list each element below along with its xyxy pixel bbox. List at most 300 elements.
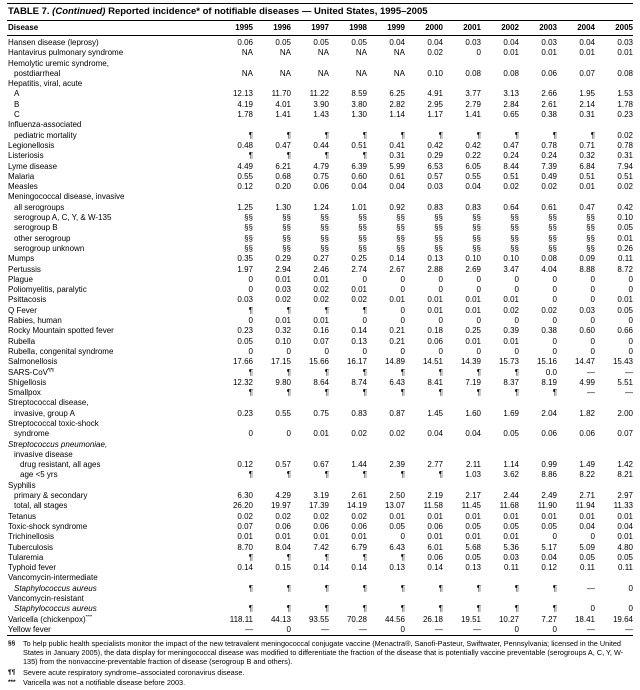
cell-value: ¶ [438,604,443,614]
cell-value: NA [279,68,291,78]
cell-value: 0.04 [579,38,595,47]
cell-value: 0.02 [541,182,557,192]
cell-value: 2.84 [503,99,519,109]
footnote [7,679,633,688]
cell-value: 0.08 [541,254,557,264]
cell-value: 0.10 [465,254,481,264]
cell-value: 6.05 [465,161,481,171]
cell-value: 0.06 [579,429,595,439]
cell-value: ¶ [400,583,405,593]
disease-label: invasive disease [14,449,73,459]
cell-value: 0.29 [275,254,291,264]
cell-value: — [435,624,443,634]
cell-value: §§ [434,213,443,223]
disease-label: Streptococcal toxic-shock [8,418,99,428]
cell-value: 2.50 [389,491,405,501]
table-row [7,89,633,99]
cell-value: 5.99 [389,161,405,171]
cell-value: 0.05 [617,305,633,315]
cell-value: 0 [400,305,405,315]
cell-value: 0.32 [579,151,595,161]
table-row [7,295,633,305]
cell-value: ¶ [476,604,481,614]
cell-value: 0.83 [465,202,481,212]
cell-value: 14.47 [574,357,595,367]
cell-value: §§ [282,223,291,233]
table-row [7,419,633,429]
cell-value: 11.45 [461,501,481,511]
table-row [7,48,633,58]
cell-value: 0.23 [237,408,253,418]
cell-value: 3.80 [351,99,367,109]
disease-label: serogroup B [14,223,58,233]
cell-value: 0.02 [313,511,329,521]
cell-value: 0 [628,604,633,614]
disease-label: Staphylococcus aureus [14,604,97,614]
disease-label: Malaria [8,171,35,181]
cell-value: 0.06 [427,521,443,531]
cell-value: 0 [590,532,595,542]
cell-value: 0.04 [427,38,443,47]
cell-value: ¶ [286,151,291,161]
disease-label: Streptococcal disease, [8,398,89,408]
cell-value: 0.05 [617,552,633,562]
cell-value: 6.21 [275,161,291,171]
cell-value: 0 [590,274,595,284]
cell-value: 8.72 [617,264,633,274]
cell-value: 0.66 [617,326,633,336]
cell-value: 15.43 [612,357,633,367]
disease-label: syndrome [14,429,50,439]
cell-value: 0.01 [541,511,557,521]
cell-value: 0 [400,285,405,295]
table-title-text: Reported incidence* of notifiable diseases — United States, 1995–2005 [108,6,428,17]
disease-label: Vancomycin-intermediate [8,573,98,583]
empty-cells [215,398,633,408]
cell-value: 1.42 [617,460,633,470]
cell-value: 0.05 [503,429,519,439]
cell-value: 11.22 [309,89,329,99]
cell-value: 0.31 [389,151,405,161]
table-row [7,573,633,583]
footnote [7,640,633,666]
cell-value: 1.45 [427,408,443,418]
cell-value: 2.88 [427,264,443,274]
cell-value: 0.11 [618,563,633,573]
empty-cells [215,573,633,583]
cell-value: 1.30 [351,110,367,120]
cell-value: 14.39 [460,357,481,367]
cell-value: 0.03 [579,305,595,315]
cell-value: ¶ [362,604,367,614]
cell-value: 1.30 [275,202,291,212]
cell-value: 0.49 [541,171,557,181]
disease-label: Syphilis [8,480,36,490]
disease-label: primary & secondary [14,491,88,501]
cell-value: 0 [590,604,595,614]
disease-label: Mumps [8,254,35,264]
cell-value: ¶ [286,388,291,398]
cell-value: 0.03 [503,552,519,562]
cell-value: ¶ [400,367,405,377]
cell-value: ¶ [438,130,443,140]
cell-value: 11.94 [575,501,595,511]
cell-value: 11.68 [499,501,519,511]
cell-value: 0.01 [389,295,405,305]
cell-value: 0 [286,346,291,356]
cell-value: ¶ [324,367,329,377]
cell-value: ¶ [362,130,367,140]
disease-label: Tetanus [8,511,37,521]
table-row [7,120,633,130]
table-row [7,388,633,398]
cell-value: §§ [282,233,291,243]
cell-value: ¶ [362,552,367,562]
cell-value: 6.43 [389,542,405,552]
cell-value: 0.01 [313,316,329,326]
table-row [7,522,633,532]
cell-value: 2.66 [541,89,557,99]
cell-value: 0.12 [541,563,557,573]
cell-value: 0.01 [503,511,519,521]
cell-value: 0.01 [503,48,519,58]
cell-value: 0.10 [427,68,443,78]
cell-value: 0.04 [617,521,633,531]
table-row [7,151,633,161]
table-row [7,368,633,378]
cell-value: 8.22 [579,470,595,480]
cell-value: 0 [590,346,595,356]
cell-value: 0 [438,346,443,356]
cell-value: 0.83 [427,202,443,212]
cell-value: 1.49 [579,460,595,470]
cell-value: §§ [244,233,253,243]
cell-value: 0.01 [313,429,329,439]
cell-value: 0.22 [465,151,481,161]
cell-value: 0.05 [237,336,253,346]
cell-value: 0.64 [503,202,519,212]
table-body [7,36,633,636]
cell-value: 0.05 [503,521,519,531]
cell-value: 0.39 [503,326,519,336]
cell-value: 0.03 [617,38,633,47]
cell-value: 0 [628,316,633,326]
cell-value: 0.06 [313,521,329,531]
cell-value: ¶ [324,130,329,140]
cell-value: NA [241,48,253,58]
cell-value: 0 [286,624,291,634]
cell-value: ¶ [248,604,253,614]
cell-value: 0.01 [465,336,481,346]
disease-label: Q Fever [8,305,37,315]
table-row [7,223,633,233]
cell-value: §§ [396,213,405,223]
cell-value: 15.73 [498,357,519,367]
cell-value: 0.15 [275,563,291,573]
cell-value: §§ [244,243,253,253]
cell-value: 0.78 [541,140,557,150]
cell-value: 2.19 [427,491,443,501]
cell-value: 0.01 [427,532,443,542]
cell-value: 0 [552,274,557,284]
cell-value: 8.59 [351,89,367,99]
cell-value: 14.89 [384,357,405,367]
cell-value: 0.03 [541,38,557,47]
cell-value: 0.01 [427,305,443,315]
cell-value: ¶ [248,130,253,140]
cell-value: 0 [476,274,481,284]
cell-value: 1.14 [389,110,405,120]
cell-value: 0.24 [541,151,557,161]
cell-value: 6.79 [351,542,367,552]
table-row [7,141,633,151]
cell-value: 0.04 [389,182,405,192]
cell-value: 6.53 [427,161,443,171]
cell-value: 0.04 [465,182,481,192]
table-row [7,79,633,89]
cell-value: 0 [552,532,557,542]
cell-value: ¶ [324,151,329,161]
cell-value: 0.04 [465,429,481,439]
disease-label: serogroup unknown [14,243,85,253]
cell-value: §§ [396,243,405,253]
cell-value: ¶ [286,604,291,614]
cell-value: 0.13 [351,336,367,346]
cell-value: 18.41 [574,614,595,624]
cell-value: 0.27 [313,254,329,264]
cell-value: 0 [514,274,519,284]
cell-value: 0.01 [313,532,329,542]
cell-value: 0.10 [275,336,291,346]
cell-value: 7.42 [313,542,329,552]
cell-value: §§ [358,233,367,243]
cell-value: 12.32 [232,377,253,387]
cell-value: 1.01 [351,202,367,212]
cell-value: §§ [396,233,405,243]
cell-value: 0.01 [237,532,253,542]
incidence-table [7,21,633,636]
cell-value: 0 [476,285,481,295]
cell-value: 0.01 [503,532,519,542]
cell-value: 4.80 [617,542,633,552]
cell-value: 26.18 [422,614,443,624]
cell-value: 0.38 [541,110,557,120]
cell-value: 0.01 [579,48,595,58]
cell-value: 6.30 [237,491,253,501]
table-row [7,110,633,120]
footnote-reference: *** [85,614,93,620]
cell-value: — [587,583,595,593]
cell-value: 0.01 [351,285,367,295]
footnote-marker: §§ [8,640,16,648]
cell-value: 0.99 [541,460,557,470]
year-column-header: 1999 [367,21,405,36]
cell-value: ¶ [286,552,291,562]
cell-value: 19.97 [270,501,291,511]
cell-value: §§ [472,243,481,253]
table-row [7,543,633,553]
cell-value: 12.13 [232,89,253,99]
cell-value: 0.60 [351,171,367,181]
disease-label: Hemolytic uremic syndrome, [8,58,109,68]
disease-label: Hantavirus pulmonary syndrome [8,48,124,58]
cell-value: ¶ [324,470,329,480]
cell-value: 0.02 [275,511,291,521]
cell-value: 0 [362,274,367,284]
cell-value: 0.02 [617,182,633,192]
cell-value: 14.51 [422,357,443,367]
table-row [7,254,633,264]
disease-label: serogroup A, C, Y, & W-135 [14,213,112,223]
cell-value: 8.21 [617,470,633,480]
cell-value: 0.14 [351,563,367,573]
cell-value: NA [241,68,253,78]
cell-value: §§ [548,223,557,233]
table-row [7,470,633,480]
cell-value: 0.01 [465,295,481,305]
cell-value: 0 [552,624,557,634]
empty-cells [215,79,633,89]
cell-value: 8.74 [351,377,367,387]
cell-value: 0 [476,316,481,326]
cell-value: 0.07 [617,429,633,439]
cell-value: 0.41 [389,140,405,150]
cell-value: 0.01 [579,182,595,192]
disease-label: Smallpox [8,388,41,398]
table-row [7,337,633,347]
empty-cells [215,440,633,450]
cell-value: 0.05 [617,223,633,233]
cell-value: ¶ [476,130,481,140]
cell-value: 0.01 [351,532,367,542]
cell-value: 0 [514,624,519,634]
cell-value: §§ [510,223,519,233]
cell-value: 0.57 [275,460,291,470]
disease-label: Lyme disease [8,161,58,171]
cell-value: ¶ [552,388,557,398]
cell-value: 0.75 [313,171,329,181]
cell-value: 0.47 [579,202,595,212]
cell-value: 0.71 [579,140,595,150]
disease-label: Hansen disease (leprosy) [8,38,99,47]
cell-value: 7.94 [617,161,633,171]
disease-label: Typhoid fever [8,563,57,573]
cell-value: ¶ [552,604,557,614]
cell-value: 11.90 [537,501,557,511]
cell-value: 0 [590,316,595,326]
cell-value: 0 [552,316,557,326]
cell-value: 13.07 [384,501,405,511]
cell-value: ¶ [286,583,291,593]
cell-value: 0.06 [237,38,253,47]
cell-value: ¶ [400,604,405,614]
cell-value: 0.55 [275,408,291,418]
table-row [7,285,633,295]
cell-value: ¶ [324,305,329,315]
cell-value: 8.37 [503,377,519,387]
cell-value: 6.84 [579,161,595,171]
cell-value: 3.13 [503,89,519,99]
cell-value: 0.14 [427,563,443,573]
cell-value: 0.03 [427,182,443,192]
cell-value: 0.02 [313,285,329,295]
cell-value: ¶ [286,130,291,140]
cell-value: 0.55 [465,171,481,181]
cell-value: 1.82 [579,408,595,418]
table-row [7,100,633,110]
cell-value: 2.79 [465,99,481,109]
cell-value: 0.67 [313,460,329,470]
cell-value: 8.88 [579,264,595,274]
disease-label: Yellow fever [8,624,51,634]
cell-value: 0 [590,336,595,346]
cell-value: 15.66 [308,357,329,367]
cell-value: 0.08 [617,68,633,78]
cell-value: ¶ [248,388,253,398]
cell-value: 1.44 [351,460,367,470]
table-title [7,3,633,21]
cell-value: 0.38 [541,326,557,336]
cell-value: 0.01 [579,511,595,521]
cell-value: 2.74 [351,264,367,274]
cell-value: 0.02 [275,295,291,305]
cell-value: 0.06 [427,552,443,562]
cell-value: ¶ [400,552,405,562]
cell-value: 0.09 [579,254,595,264]
cell-value: 0.24 [503,151,519,161]
footnote-marker: *** [8,679,16,687]
cell-value: ¶ [324,604,329,614]
cell-value: ¶ [248,305,253,315]
cell-value: 0 [628,583,633,593]
cell-value: 1.03 [465,470,481,480]
cell-value: 0.03 [275,285,291,295]
empty-cells [215,120,633,130]
cell-value: 3.77 [465,89,481,99]
table-row [7,347,633,357]
disease-label: A [14,89,20,99]
cell-value: 0.05 [579,552,595,562]
cell-value: 0.02 [389,429,405,439]
cell-value: 44.56 [384,614,405,624]
cell-value: §§ [244,223,253,233]
cell-value: ¶ [514,388,519,398]
cell-value: 0 [400,624,405,634]
cell-value: ¶ [248,552,253,562]
cell-value: 0.01 [275,532,291,542]
cell-value: 0.25 [351,254,367,264]
cell-value: 1.17 [427,110,443,120]
year-column-header: 1995 [215,21,253,36]
cell-value: §§ [244,213,253,223]
cell-value: 17.66 [232,357,253,367]
cell-value: 2.82 [389,99,405,109]
cell-value: §§ [320,223,329,233]
cell-value: 3.19 [313,491,329,501]
cell-value: 0 [476,48,481,58]
cell-value: ¶ [362,367,367,377]
cell-value: 0.78 [617,140,633,150]
cell-value: NA [393,48,405,58]
cell-value: 0.05 [465,552,481,562]
table-row [7,563,633,573]
cell-value: ¶ [248,583,253,593]
cell-value: 0 [400,274,405,284]
cell-value: 0.01 [275,274,291,284]
table-row [7,275,633,285]
cell-value: 7.19 [465,377,481,387]
table-row [7,69,633,79]
